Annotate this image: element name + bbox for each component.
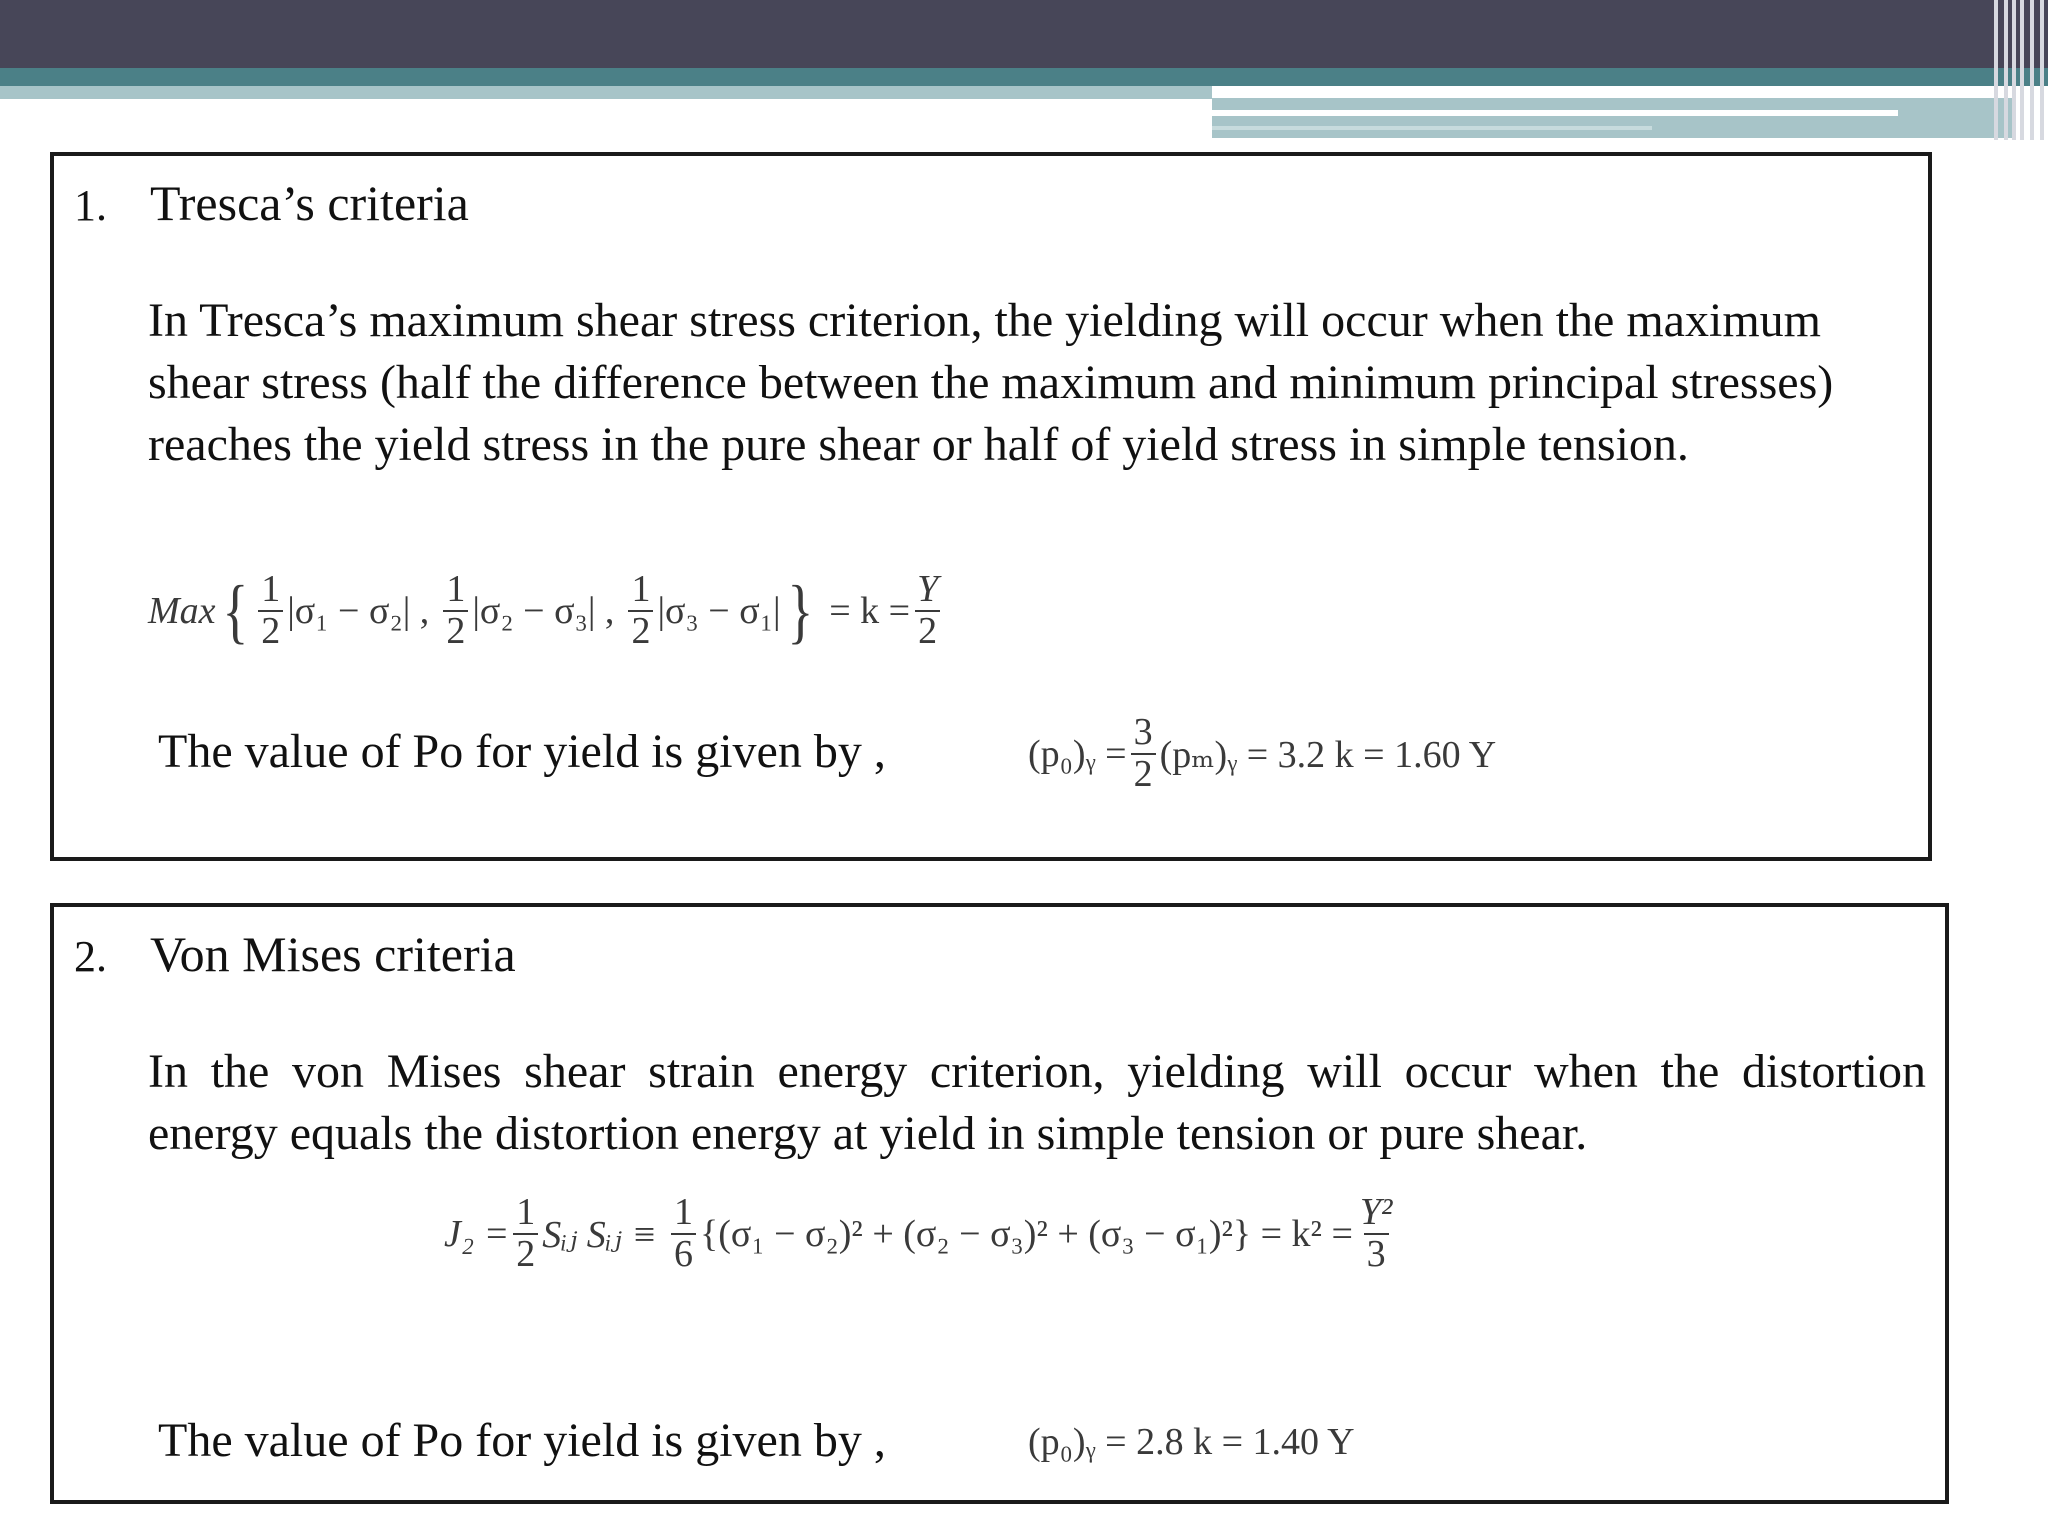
tresca-fraction-2: $\frac{1}{2}$ (443, 570, 468, 652)
tresca-paragraph: In Tresca’s maximum shear stress criterion, the yielding will occur when the maximum shear stress (half the difference between the maximum and minimum principal stresses) reaches the yield stress in the pure shear or half of yield stress in simple tension. (148, 294, 1834, 471)
tresca-fraction-y: $\frac{Y}{2}$ (917, 568, 939, 652)
header-ribbon-line (1212, 110, 1898, 116)
header-bar-light (0, 86, 1212, 99)
tresca-fraction-3: $\frac{1}{2}$ (628, 570, 653, 652)
von-mises-number: 2. (74, 932, 107, 981)
tresca-fraction-1: $\frac{1}{2}$ (258, 570, 283, 652)
von-mises-s-term: Sᵢⱼ Sᵢⱼ ≡ (542, 1213, 657, 1256)
tresca-heading (74, 175, 469, 231)
tresca-value-rhs: (pₘ)ᵧ = 3.2 k = 1.60 Y (1159, 733, 1497, 776)
tresca-value-lead: The value of Po for yield is given by , (158, 725, 886, 778)
header-bar-teal (0, 68, 2048, 86)
von-mises-heading (74, 926, 516, 982)
von-mises-fraction-half: $\frac{1}{2}$ (513, 1193, 538, 1275)
von-mises-fraction-y2: $\frac{\text{Y²}}{3}$ (1359, 1191, 1393, 1275)
tresca-formula-max: Max (148, 590, 216, 632)
von-mises-box (50, 903, 1949, 1504)
von-mises-title: Von Mises criteria (150, 926, 516, 982)
tresca-term-2: |σ₂ − σ₃| , (472, 590, 615, 632)
header-ribbon-line-secondary (1212, 126, 1652, 130)
header-ribbon (1212, 98, 2012, 138)
von-mises-value-formula: (p₀)ᵧ = 2.8 k = 1.40 Y (1028, 1421, 1355, 1463)
tresca-title: Tresca’s criteria (150, 175, 469, 231)
header-stripes (1990, 0, 2048, 140)
tresca-formula (148, 556, 945, 666)
von-mises-paragraph: In the von Mises shear strain energy criterion, yielding will occur when the distortion energy equals the distortion energy at yield in simple tension or pure shear. (148, 1045, 1926, 1160)
tresca-eq-k: = k = (829, 590, 911, 632)
tresca-value-formula (1028, 704, 1496, 804)
tresca-term-3: |σ₃ − σ₁| (657, 590, 781, 632)
von-mises-formula (444, 1179, 1399, 1289)
tresca-left-brace-icon: { (221, 570, 248, 651)
von-mises-fraction-sixth: $\frac{1}{6}$ (671, 1193, 696, 1275)
tresca-number: 1. (74, 181, 107, 230)
von-mises-value-lead: The value of Po for yield is given by , (158, 1414, 886, 1467)
tresca-right-brace-icon: } (786, 570, 813, 651)
von-mises-brace-expr: {(σ₁ − σ₂)² + (σ₂ − σ₃)² + (σ₃ − σ₁)²} = k² = (699, 1213, 1353, 1255)
tresca-value-fraction: $\frac{3}{2}$ (1131, 713, 1156, 795)
header-bar-dark (0, 0, 2048, 68)
von-mises-j2: J₂ = (444, 1213, 510, 1255)
tresca-box (50, 152, 1932, 861)
tresca-value-lhs: (p₀)ᵧ = (1028, 733, 1127, 775)
tresca-term-1: |σ₁ − σ₂| , (287, 590, 430, 632)
